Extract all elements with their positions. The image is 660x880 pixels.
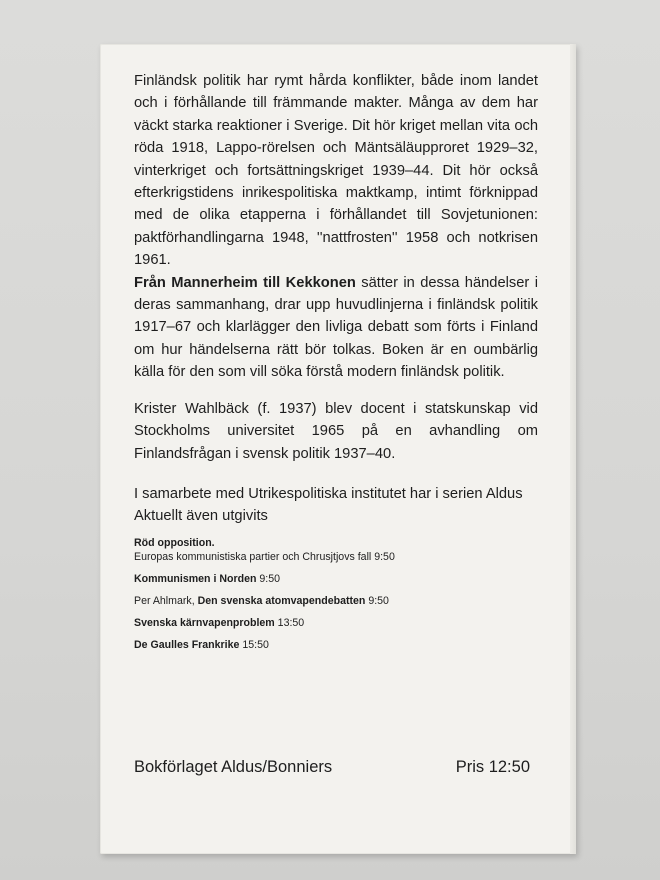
author-bio: Krister Wahlbäck (f. 1937) blev docent i statskunskap vid Stockholms universitet 1965 på en avhandling om Finlandsfrågan i svensk politik 1937–40. bbox=[134, 400, 538, 462]
series-list bbox=[134, 536, 538, 652]
blurb-paragraph-2-text: sätter in dessa händelser i deras sammanhang, drar upp huvudlinjerna i finländsk politik 1917–67 och klarlägger den livliga debatt som förts i Finland om hur händelserna rätt bör tolkas. Boken är en oumbärlig källa för den som vill söka förstå modern finländsk politik. bbox=[134, 274, 538, 381]
price-label: Pris 12:50 bbox=[455, 758, 530, 776]
cover-footer bbox=[134, 758, 530, 777]
series-intro: I samarbete med Utrikespolitiska institutet har i serien Aldus Aktuellt även utgivits bbox=[134, 485, 523, 525]
series-item: Kommunismen i Norden 9:50 bbox=[134, 572, 280, 585]
blurb-paragraph-1: Finländsk politik har rymt hårda konflikter, både inom landet och i förhållande till främmande makter. Många av dem har väckt starka reaktioner i Sverige. Dit hör kriget mellan vita och röda 1918, Lappo-rörelsen och Mäntsäläupproret 1929–32, vinterkriget och fortsättningskriget 1939–44. Dit hör också efterkrigstidens inrikespolitiska maktkamp, intimt förknippad med de olika etapperna i förhållandet till Sovjetunionen: paktförhandlingarna 1948, ''nattfrosten'' 1958 och notkrisen 1961. bbox=[134, 73, 538, 269]
series-item: Röd opposition. Europas kommunistiska partier och Chrusjtjovs fall 9:50 bbox=[134, 536, 395, 563]
book-title: Från Mannerheim till Kekkonen bbox=[134, 274, 356, 291]
series-item: De Gaulles Frankrike 15:50 bbox=[134, 638, 269, 651]
blurb-paragraph-2 bbox=[134, 272, 538, 384]
publisher-name: Bokförlaget Aldus/Bonniers bbox=[134, 758, 333, 776]
series-item: Svenska kärnvapenproblem 13:50 bbox=[134, 616, 305, 629]
book-back-cover bbox=[100, 44, 576, 854]
series-item: Per Ahlmark, Den svenska atomvapendebatten 9:50 bbox=[134, 594, 389, 607]
book-edge bbox=[570, 44, 576, 854]
cover-text bbox=[134, 70, 538, 660]
